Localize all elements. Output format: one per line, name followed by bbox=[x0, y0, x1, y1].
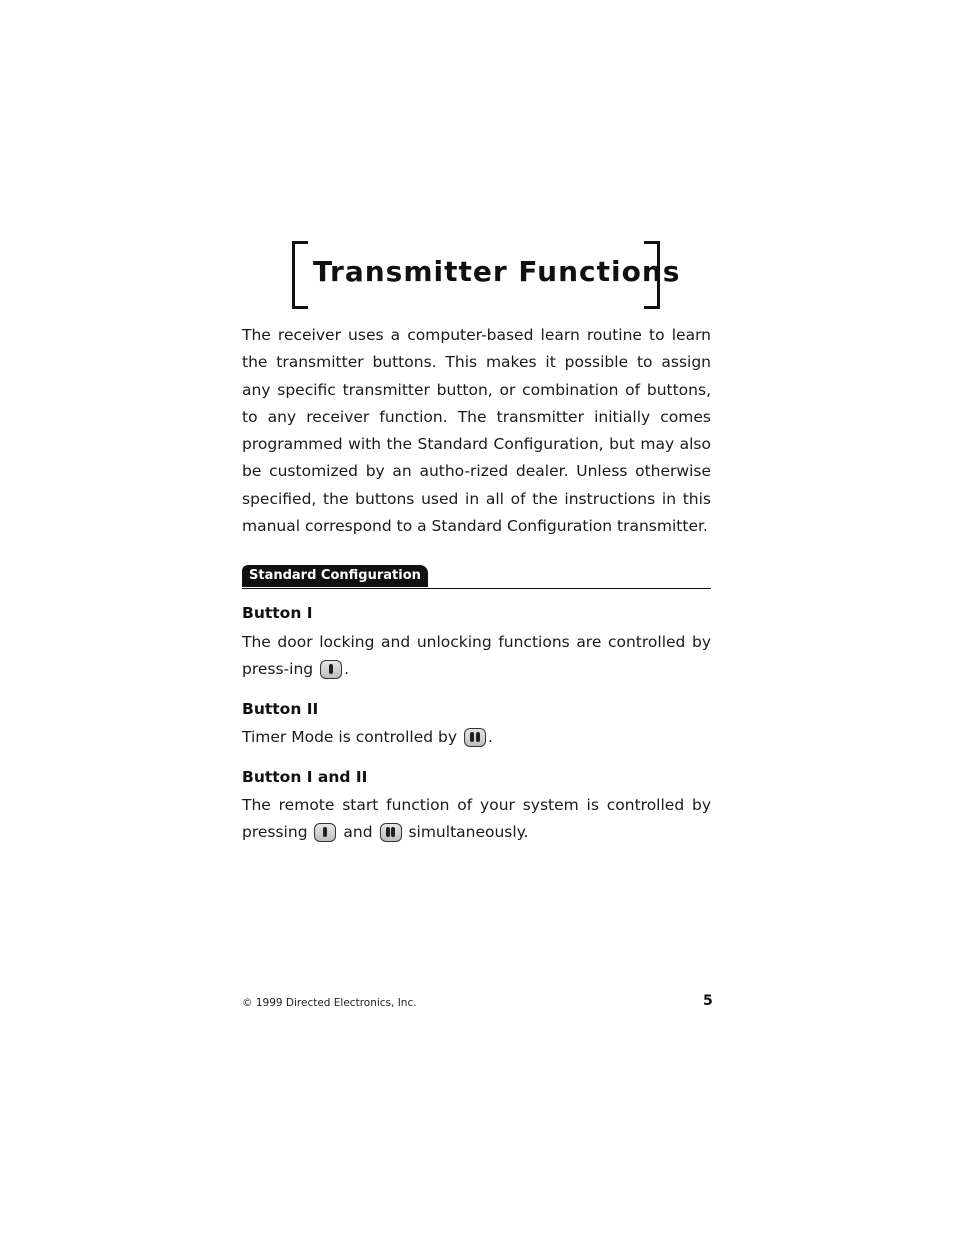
button-i-text: The door locking and unlocking functions are controlled by press-ing bbox=[242, 633, 711, 679]
button-ii-text-end: . bbox=[488, 728, 493, 746]
button-i-text-end: . bbox=[344, 660, 349, 679]
page-title-frame bbox=[292, 241, 681, 311]
button-ii-description bbox=[242, 724, 711, 751]
section-heading: Standard Configuration bbox=[242, 565, 428, 587]
intro-paragraph: The receiver uses a computer-based learn routine to learn the transmitter buttons. This makes it possible to assign any specific transmitter button, or combination of buttons, to any receiver function. The transmitter initially comes programmed with the Standard Configuration, but may also be customized by an autho-rized dealer. Unless otherwise specified, the buttons used in all of the instructions in this manual correspond to a Standard Configuration transmitter. bbox=[242, 326, 711, 536]
transmitter-button-i-icon bbox=[320, 660, 342, 679]
transmitter-button-ii-icon bbox=[464, 728, 486, 747]
page-title: Transmitter Functions bbox=[313, 255, 681, 288]
right-bracket bbox=[644, 241, 660, 309]
button-i-and-ii-heading: Button I and II bbox=[242, 768, 368, 786]
button-i-description bbox=[242, 629, 711, 684]
page-number: 5 bbox=[703, 993, 713, 1009]
button-ii-text: Timer Mode is controlled by bbox=[242, 728, 458, 746]
transmitter-button-i-icon bbox=[314, 823, 336, 842]
copyright-notice: © 1999 Directed Electronics, Inc. bbox=[242, 997, 417, 1009]
button-i-and-ii-description bbox=[242, 792, 711, 847]
section-rule bbox=[242, 565, 711, 589]
left-bracket bbox=[292, 241, 308, 309]
button-i-heading: Button I bbox=[242, 604, 313, 622]
transmitter-button-ii-icon bbox=[380, 823, 402, 842]
button-i-and-ii-text: The remote start function of your system is controlled by pressing bbox=[242, 796, 711, 842]
button-i-and-ii-text-end: simultaneously. bbox=[408, 823, 529, 842]
button-i-and-ii-and: and bbox=[343, 823, 373, 842]
button-ii-heading: Button II bbox=[242, 700, 319, 718]
